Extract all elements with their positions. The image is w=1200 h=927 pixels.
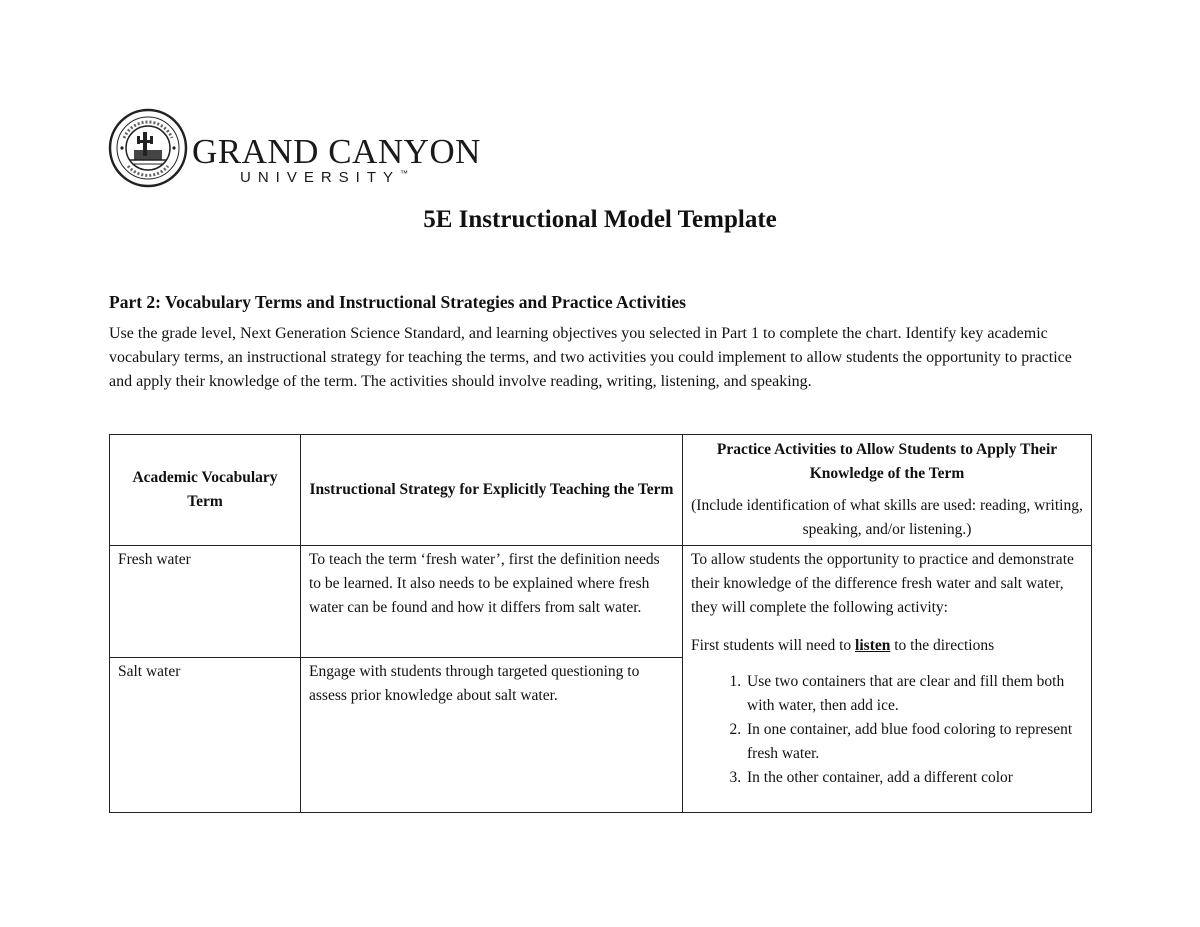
activities-content — [691, 548, 1083, 802]
list-item: 2. In one container, add blue food coloring to represent fresh water. — [745, 718, 1083, 766]
strategy-cell: Engage with students through targeted questioning to assess prior knowledge about salt water. — [301, 658, 683, 813]
listen-word: listen — [855, 637, 891, 654]
strategy-cell: To teach the term ‘fresh water’, first the definition needs to be learned. It also needs to be explained where fresh water can be found and how it differs from salt water. — [301, 546, 683, 658]
logo-trademark: ™ — [400, 169, 409, 178]
list-item: 1. Use two containers that are clear and fill them both with water, then add ice. — [745, 670, 1083, 718]
university-logo — [108, 108, 481, 190]
term-cell: Salt water — [110, 658, 301, 813]
header-activities-note: (Include identification of what skills are used: reading, writing, speaking, and/or listening.) — [691, 497, 1083, 538]
header-strategy: Instructional Strategy for Explicitly Teaching the Term — [301, 435, 683, 546]
listen-prefix: First students will need to — [691, 637, 856, 654]
university-seal-icon — [108, 108, 188, 188]
document-title: 5E Instructional Model Template — [423, 206, 777, 233]
activities-listen-line — [691, 634, 1083, 658]
term-cell: Fresh water — [110, 546, 301, 658]
logo-subtitle — [240, 170, 408, 185]
header-term: Academic Vocabulary Term — [110, 435, 301, 546]
part-heading: Part 2: Vocabulary Terms and Instructional Strategies and Practice Activities — [109, 292, 686, 312]
activities-cell — [683, 546, 1092, 813]
table-header-row — [110, 435, 1092, 546]
instructions-paragraph: Use the grade level, Next Generation Science Standard, and learning objectives you selected in Part 1 to complete the chart. Identify key academic vocabulary terms, an instructional strategy for teaching the terms, and two activities you could implement to allow students the opportunity to practice and apply their knowledge of the term. The activities should involve reading, writing, listening, and speaking. — [109, 325, 1072, 390]
vocabulary-table — [109, 434, 1092, 813]
activity-steps-list — [691, 670, 1083, 790]
list-item: 3. In the other container, add a different color — [745, 766, 1083, 790]
logo-wordmark: GRAND CANYON — [192, 132, 481, 171]
table-row — [110, 546, 1092, 658]
activities-intro: To allow students the opportunity to practice and demonstrate their knowledge of the difference fresh water and salt water, they will complete the following activity: — [691, 551, 1074, 616]
logo-subtitle-text: UNIVERSITY — [240, 169, 401, 186]
header-activities-title: Practice Activities to Allow Students to Apply Their Knowledge of the Term — [716, 441, 1058, 482]
header-activities — [683, 435, 1092, 546]
listen-suffix: to the directions — [890, 637, 995, 654]
